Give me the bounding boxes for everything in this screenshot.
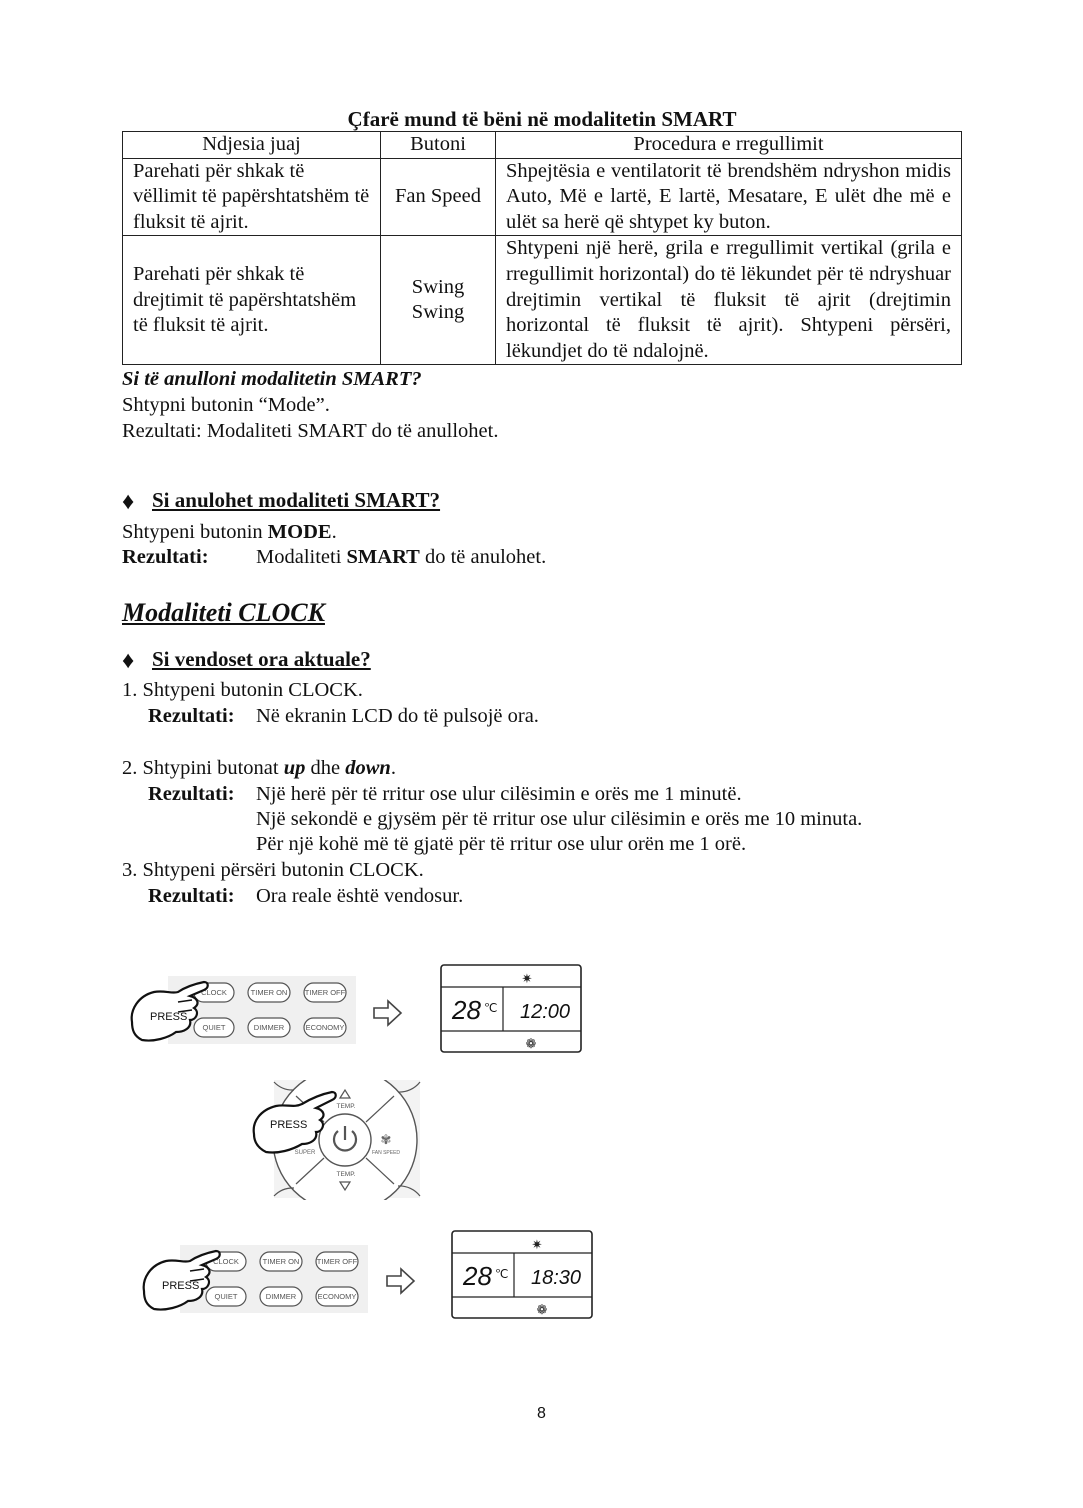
header-procedure: Procedura e rregullimit bbox=[496, 132, 962, 159]
lcd-display-1 bbox=[440, 964, 582, 1053]
lcd-temperature: 28 bbox=[463, 1261, 492, 1291]
timer-off-button-label[interactable]: TIMER OFF bbox=[316, 1257, 358, 1266]
diamond-icon: ♦ bbox=[122, 489, 135, 515]
cancel-smart-heading bbox=[122, 488, 440, 516]
smart-keyword: SMART bbox=[346, 546, 420, 568]
step-text: . bbox=[390, 757, 396, 779]
temp-down-label: TEMP. bbox=[336, 1171, 356, 1178]
result-label: Rezultati: bbox=[148, 783, 235, 805]
fan-icon: ❁ bbox=[536, 1302, 548, 1317]
header-feeling: Ndjesia juaj bbox=[123, 132, 381, 159]
press-label: PRESS bbox=[270, 1119, 308, 1131]
diamond-icon: ♦ bbox=[122, 648, 135, 674]
cancel-question-heading: Si të anulloni modalitetin SMART? bbox=[122, 368, 422, 390]
lcd-temperature: 28 bbox=[452, 995, 481, 1025]
mode-keyword: MODE bbox=[267, 521, 332, 543]
feeling-cell: Parehati për shkak të vëllimit të papërshtatshëm të fluksit të ajrit. bbox=[123, 158, 381, 236]
step-2-result bbox=[148, 782, 742, 808]
feeling-cell: Parehati për shkak të drejtimit të papërshtatshëm të fluksit të ajrit. bbox=[123, 236, 381, 365]
step-3-result bbox=[148, 884, 463, 910]
step-3: 3. Shtypeni përsëri butonin CLOCK. bbox=[122, 859, 424, 881]
dimmer-button-label[interactable]: DIMMER bbox=[265, 1292, 297, 1301]
instruction-suffix: . bbox=[331, 521, 337, 543]
cancel-smart-instruction bbox=[122, 520, 337, 546]
press-label: PRESS bbox=[150, 1011, 188, 1023]
lcd-display-2 bbox=[451, 1230, 593, 1319]
procedure-cell: Shpejtësia e ventilatorit të brendshëm ndryshon midis Auto, Më e lartë, E lartë, Mesatare, E ulët dhe më e ulët sa herë që shtypet ky buton. bbox=[496, 158, 962, 236]
result-text: Në ekranin LCD do të pulsojë ora. bbox=[256, 705, 539, 727]
lcd-time: 12:00 bbox=[520, 1001, 571, 1023]
result-suffix: do të anulohet. bbox=[419, 546, 547, 568]
button-cell bbox=[381, 236, 496, 365]
sun-mode-icon: ✷ bbox=[531, 1237, 543, 1252]
down-keyword: down bbox=[345, 757, 391, 779]
table-header-row bbox=[123, 132, 962, 159]
super-label[interactable]: SUPER bbox=[294, 1150, 316, 1156]
sun-mode-icon: ✷ bbox=[521, 971, 533, 986]
table-title: Çfarë mund të bëni në modalitetin SMART bbox=[347, 107, 737, 131]
clock-mode-title: Modaliteti CLOCK bbox=[122, 598, 325, 627]
table-row bbox=[123, 236, 962, 365]
button-line: Swing bbox=[411, 275, 465, 298]
header-button: Butoni bbox=[381, 132, 496, 159]
clock-button-label[interactable]: CLOCK bbox=[213, 1257, 239, 1266]
table-row bbox=[123, 158, 962, 236]
press-label: PRESS bbox=[162, 1280, 200, 1292]
step-2-result-line: Një sekondë e gjysëm për të rritur ose ulur cilësimin e orës me 10 minuta. bbox=[256, 808, 863, 830]
cancel-question-result: Rezultati: Modaliteti SMART do të anullohet. bbox=[122, 420, 499, 442]
button-cell: Fan Speed bbox=[381, 158, 496, 236]
step-1-result bbox=[148, 704, 539, 730]
result-label: Rezultati: bbox=[148, 705, 235, 727]
page-number: 8 bbox=[537, 1405, 546, 1422]
fan-icon: ❁ bbox=[525, 1036, 537, 1051]
clock-subheading bbox=[122, 647, 371, 675]
lcd-time: 18:30 bbox=[531, 1267, 582, 1289]
quiet-button-label[interactable]: QUIET bbox=[202, 1023, 226, 1032]
economy-button-label[interactable]: ECONOMY bbox=[305, 1023, 345, 1032]
cancel-question-line: Shtypni butonin “Mode”. bbox=[122, 394, 330, 416]
economy-button-label[interactable]: ECONOMY bbox=[317, 1292, 357, 1301]
up-keyword: up bbox=[283, 757, 306, 779]
quiet-button-label[interactable]: QUIET bbox=[214, 1292, 238, 1301]
instruction-text: Shtypeni butonin bbox=[122, 521, 268, 543]
arrow-right-icon bbox=[372, 999, 404, 1027]
result-text: Një herë për të rritur ose ulur cilësimin e orës me 1 minutë. bbox=[256, 783, 742, 805]
step-1: 1. Shtypeni butonin CLOCK. bbox=[122, 679, 363, 701]
dimmer-button-label[interactable]: DIMMER bbox=[253, 1023, 285, 1032]
arrow-right-icon bbox=[385, 1267, 417, 1295]
result-label: Rezultati: bbox=[122, 546, 209, 568]
remote-button-panel bbox=[128, 974, 358, 1046]
timer-on-button-label[interactable]: TIMER ON bbox=[250, 988, 288, 997]
step-2 bbox=[122, 756, 396, 782]
cancel-smart-heading-text: Si anulohet modaliteti SMART? bbox=[152, 488, 441, 512]
result-text: Ora reale është vendosur. bbox=[256, 885, 464, 907]
lcd-temp-unit: ℃ bbox=[495, 1267, 509, 1281]
lcd-temp-unit: ℃ bbox=[484, 1001, 498, 1015]
remote-button-panel bbox=[140, 1243, 370, 1315]
procedure-cell: Shtypeni një herë, grila e rregullimit vertikal (grila e rregullimit horizontal) do të lëkundet për të ndryshuar drejtimin vertikal të fluksit të ajrit (drejtimin horizontal të fluksit të ajrit). Shtypeni përsëri, lëkundjet do të ndalojnë. bbox=[496, 236, 962, 365]
cancel-smart-result bbox=[122, 545, 546, 571]
smart-mode-table bbox=[122, 131, 962, 365]
fan-speed-icon: ✾ bbox=[380, 1132, 392, 1147]
clock-button-label[interactable]: CLOCK bbox=[201, 988, 227, 997]
step-text: dhe bbox=[305, 757, 346, 779]
step-2-result-line: Për një kohë më të gjatë për të rritur ose ulur orën me 1 orë. bbox=[256, 833, 747, 855]
timer-on-button-label[interactable]: TIMER ON bbox=[262, 1257, 300, 1266]
button-line: Swing bbox=[411, 301, 465, 324]
temperature-dial bbox=[250, 1080, 422, 1200]
fan-speed-label[interactable]: FAN SPEED bbox=[371, 1150, 401, 1156]
clock-subheading-text: Si vendoset ora aktuale? bbox=[152, 647, 371, 671]
result-text: Modaliteti bbox=[256, 546, 347, 568]
timer-off-button-label[interactable]: TIMER OFF bbox=[304, 988, 346, 997]
step-text: 2. Shtypini butonat bbox=[122, 757, 284, 779]
temp-up-label: TEMP. bbox=[336, 1103, 356, 1110]
result-label: Rezultati: bbox=[148, 885, 235, 907]
